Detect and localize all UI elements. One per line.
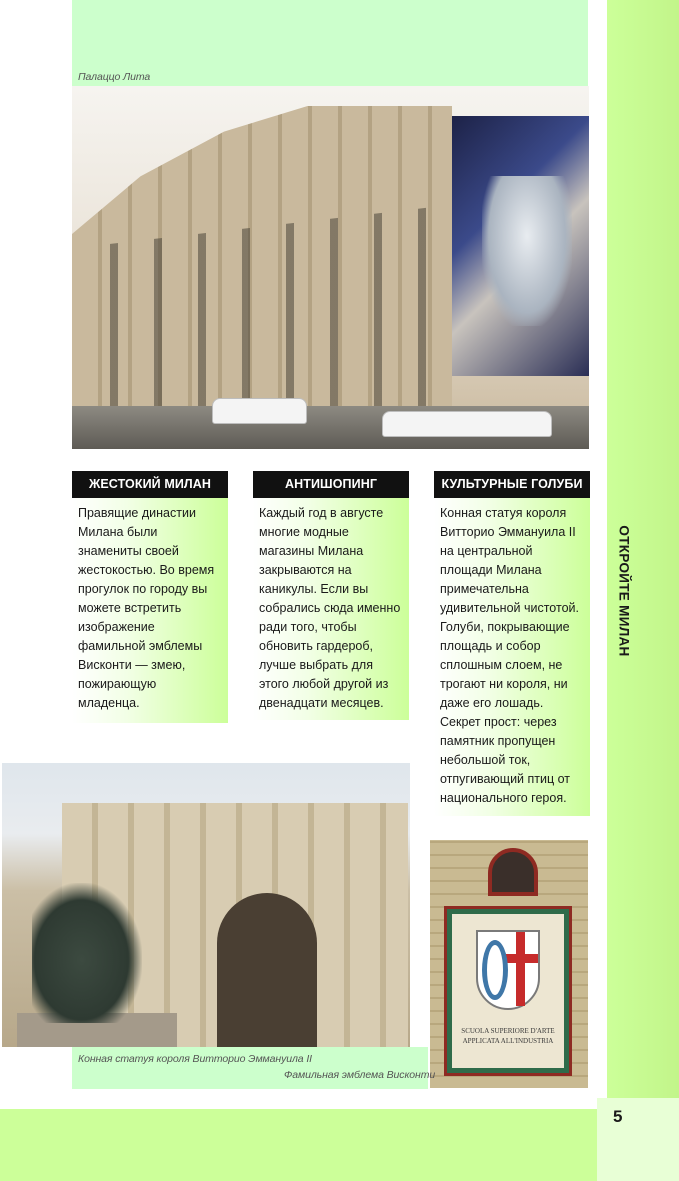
- column-text: Конная статуя короля Витторио Эммануила II на центральной площади Милана примечательна удивительной чистотой. Голуби, покрывающие площадь и собор сплошным слоем, не трогают ни короля, ни даже его лошадь. Секрет прост: через памятник пропущен небольшой ток, отпугивающий птиц от национального героя.: [440, 506, 579, 805]
- column-body-cruel-milan: [72, 498, 228, 723]
- column-heading-cruel-milan: ЖЕСТОКИЙ МИЛАН: [72, 471, 228, 498]
- white-car: [382, 411, 552, 437]
- visconti-emblem-photo: [430, 840, 588, 1088]
- billboard-model: [482, 176, 572, 326]
- column-text: Правящие династии Милана были знамениты своей жестокостью. Во время прогулок по городу вы можете встретить изображение фамильной эмблемы Висконти — змею, пожирающую младенца.: [78, 506, 215, 710]
- cross-icon: [516, 932, 525, 1006]
- column-heading-antishopping: АНТИШОПИНГ: [253, 471, 409, 498]
- bottom-band: [0, 1109, 597, 1181]
- statue-caption: Конная статуя короля Витторио Эммануила II: [78, 1053, 312, 1065]
- serpent-icon: [482, 940, 508, 1000]
- column-heading-cultural-pigeons: КУЛЬТУРНЫЕ ГОЛУБИ: [434, 471, 590, 498]
- column-text: Каждый год в августе многие модные магазины Милана закрываются на каникулы. Если вы собрались сюда именно ради того, чтобы обновить гардероб, лучше выбрать для этого любой другой из двенадцати месяцев.: [259, 506, 401, 710]
- column-body-cultural-pigeons: [434, 498, 590, 816]
- galleria-arch: [217, 893, 317, 1047]
- cross-icon: [506, 954, 538, 963]
- chapter-title-vertical: [610, 516, 638, 666]
- page-number-box: [597, 1098, 679, 1181]
- chapter-title-text: ОТКРОЙТЕ МИЛАН: [616, 525, 632, 657]
- white-car: [212, 398, 307, 424]
- palazzo-litta-photo: [72, 86, 589, 449]
- page-number: 5: [613, 1107, 623, 1126]
- column-body-antishopping: [253, 498, 409, 720]
- galleria-statue-photo: [2, 763, 410, 1047]
- emblem-caption: Фамильная эмблема Висконти: [284, 1069, 436, 1081]
- palazzo-caption: Палаццо Лита: [78, 71, 151, 83]
- equestrian-statue: [32, 883, 142, 1023]
- emblem-inscription: SCUOLA SUPERIORE D'ARTE APPLICATA ALL'INDUSTRIA: [461, 1027, 555, 1045]
- arched-window: [488, 848, 538, 896]
